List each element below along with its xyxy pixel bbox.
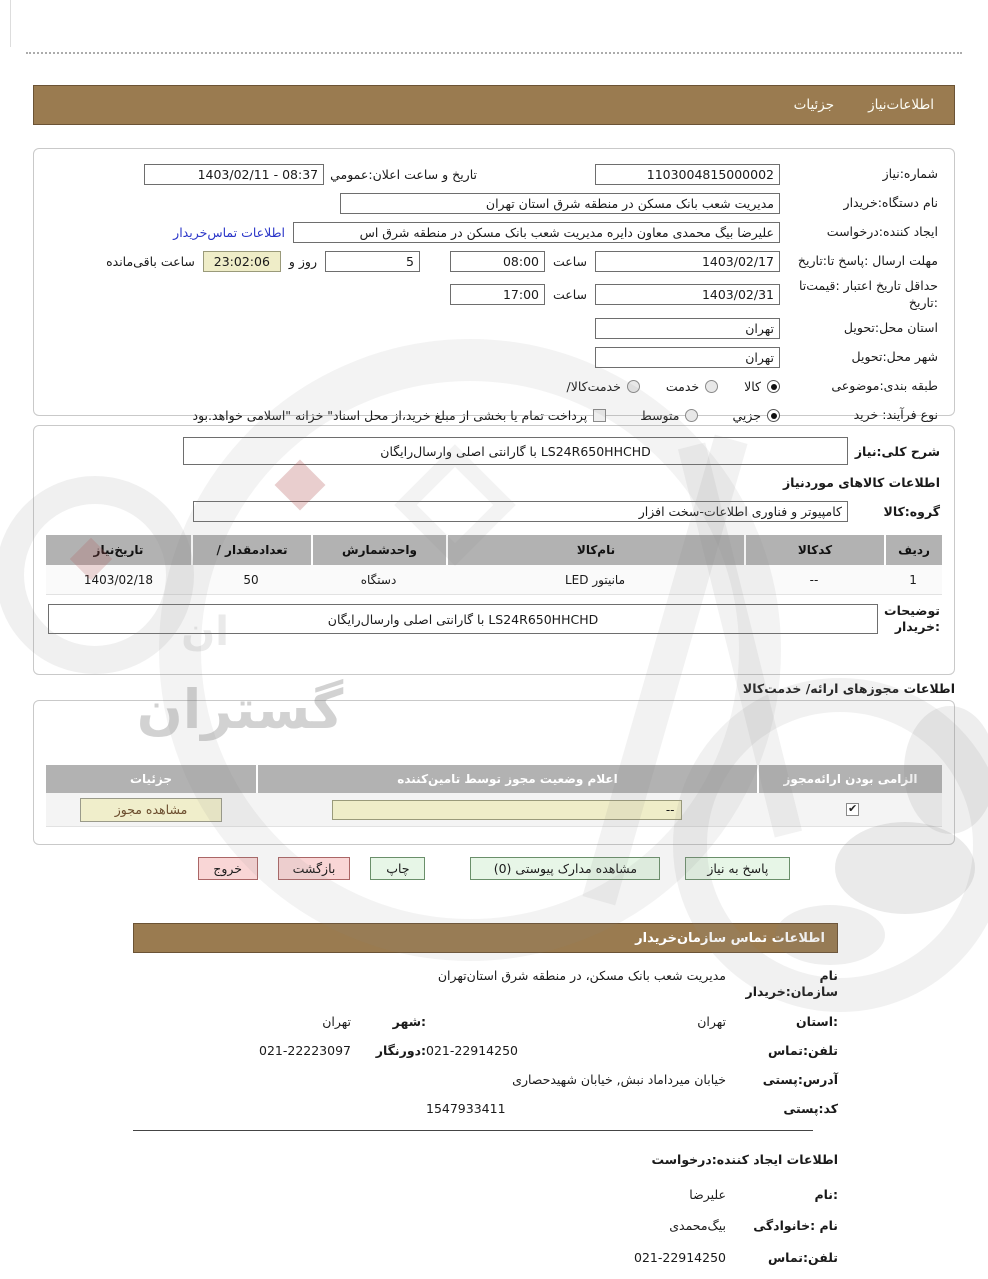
col-name: نام‌کالا xyxy=(446,535,744,565)
cell-name: مانیتور LED xyxy=(446,565,744,595)
print-button[interactable]: چاپ xyxy=(370,857,425,880)
classification-label: طبقه بندی:موضوعی xyxy=(831,378,938,394)
col-permit-status: اعلام وضعیت مجوز توسط تامین‌کننده xyxy=(256,765,757,793)
radio-medium[interactable] xyxy=(685,409,698,422)
tab-bar xyxy=(33,85,955,125)
org-contact-bar: اطلاعات تماس سازمان‌خریدار xyxy=(133,923,838,953)
remaining-days-field[interactable]: 5 xyxy=(325,251,420,272)
page-edge-line xyxy=(10,0,11,47)
requester-heading: اطلاعات ایجاد کننده:درخواست xyxy=(651,1152,838,1167)
org-phone-value: 021-22914250 xyxy=(426,1042,518,1058)
need-items-box xyxy=(33,425,955,675)
radio-goods[interactable] xyxy=(767,380,780,393)
buyer-notes-field[interactable]: LS24R650HHCHD با گارانتی اصلی وارسال‌رایگان xyxy=(48,604,878,634)
radio-service[interactable] xyxy=(705,380,718,393)
need-number-field[interactable]: 1103004815000002 xyxy=(595,164,780,185)
delivery-province-label: استان محل:تحویل xyxy=(843,320,938,336)
cell-qty: 50 xyxy=(191,565,311,595)
permits-table xyxy=(46,765,942,827)
permit-row xyxy=(46,793,942,827)
price-validity-date-field[interactable]: 1403/02/31 xyxy=(595,284,780,305)
items-table xyxy=(46,535,942,595)
announce-datetime-label: تاریخ و ساعت اعلان:عمومي xyxy=(330,166,477,182)
cell-row: 1 xyxy=(884,565,942,595)
org-fax-label: :دورنگار xyxy=(375,1042,426,1058)
back-button[interactable]: بازگشت xyxy=(278,857,351,880)
permits-box xyxy=(33,700,955,845)
days-label: روز و xyxy=(288,253,317,269)
dashed-separator xyxy=(26,52,962,54)
col-qty: تعدادمقدار / xyxy=(191,535,311,565)
col-permit-required: الزامی بودن ارائه‌مجوز xyxy=(757,765,942,793)
requester-section xyxy=(133,1152,838,1279)
buyer-notes-label: توضیحات :خریدار xyxy=(884,603,940,635)
section-divider xyxy=(133,1130,813,1131)
price-validity-time-field[interactable]: 17:00 xyxy=(450,284,545,305)
requester-phone-label: تلفن:تماس xyxy=(767,1249,838,1265)
items-info-heading: اطلاعات کالاهای موردنیاز xyxy=(782,474,940,490)
permit-required-checkbox[interactable] xyxy=(846,803,859,816)
org-address-label: آدرس:پستی xyxy=(762,1072,838,1087)
buyer-org-field[interactable]: مدیریت شعب بانک مسکن در منطقه شرق استان تهران xyxy=(340,193,780,214)
org-city-value: تهران xyxy=(322,1013,351,1029)
general-info-box xyxy=(33,148,955,424)
permits-heading: اطلاعات مجوزهای ارائه/ خدمت‌کالا xyxy=(742,681,955,696)
view-permit-button[interactable]: مشاهده مجوز xyxy=(80,798,222,822)
org-province-label: :استان xyxy=(795,1013,838,1029)
radio-goods-service-label: خدمت‌کالا/ xyxy=(566,379,621,395)
item-group-field[interactable]: کامپیوتر و فناوری اطلاعات-سخت افزار xyxy=(193,501,848,522)
radio-partial[interactable] xyxy=(767,409,780,422)
radio-service-label: خدمت xyxy=(665,379,700,395)
col-code: کدکالا xyxy=(744,535,884,565)
org-postal-label: کد:پستی xyxy=(783,1101,838,1117)
requester-family-value: بیگ‌محمدی xyxy=(669,1218,726,1234)
svg-text:گستران: گستران xyxy=(136,678,344,741)
org-postal-value: 1547933411 xyxy=(426,1101,506,1117)
reply-deadline-label: مهلت ارسال :پاسخ تا:تاریخ xyxy=(797,252,938,268)
cell-date: 1403/02/18 xyxy=(46,565,191,595)
col-row: ردیف xyxy=(884,535,942,565)
need-description-field[interactable]: LS24R650HHCHD با گارانتی اصلی وارسال‌رایگان xyxy=(183,437,848,465)
org-fax-value: 021-22223097 xyxy=(259,1042,351,1058)
cell-code: -- xyxy=(744,565,884,595)
requester-name-value: علیرضا xyxy=(689,1187,726,1202)
col-permit-details: جزئیات xyxy=(46,765,256,793)
radio-goods-service[interactable] xyxy=(627,380,640,393)
org-name-value: مدیریت شعب بانک مسکن، در منطقه شرق استان‌تهران xyxy=(437,968,726,983)
permits-table-header xyxy=(46,765,942,793)
process-type-label: نوع فرآیند: خرید xyxy=(853,407,938,423)
org-address-value: خیابان میرداماد نبش, خیابان شهیدحصاری xyxy=(512,1072,726,1087)
col-unit: واحدشمارش xyxy=(311,535,446,565)
col-date: تاریخ‌نیاز xyxy=(46,535,191,565)
org-province-value: تهران xyxy=(697,1013,726,1029)
deadline-hour-label: ساعت xyxy=(552,253,587,269)
reply-deadline-date-field[interactable]: 1403/02/17 xyxy=(595,251,780,272)
cell-unit: دستگاه xyxy=(311,565,446,595)
item-group-label: گروه:کالا xyxy=(883,503,940,519)
permit-status-field[interactable]: -- xyxy=(332,800,682,820)
buyer-contact-link[interactable]: اطلاعات تماس‌خریدار xyxy=(173,224,285,240)
org-name-label: نام سازمان:خریدار xyxy=(745,968,838,1000)
exit-button[interactable]: خروج xyxy=(198,857,258,880)
delivery-city-field[interactable]: تهران xyxy=(595,347,780,368)
buyer-org-label: نام دستگاه:خریدار xyxy=(843,194,938,210)
countdown-timer: 23:02:06 xyxy=(203,251,281,272)
delivery-province-field[interactable]: تهران xyxy=(595,318,780,339)
delivery-city-label: شهر محل:تحویل xyxy=(851,349,938,365)
requester-phone-value: 021-22914250 xyxy=(634,1249,726,1265)
request-creator-field[interactable]: علیرضا بیگ محمدی معاون دایره مدیریت شعب بانک مسکن در منطقه شرق اس xyxy=(293,222,780,243)
respond-button[interactable]: پاسخ به نیاز xyxy=(685,857,790,880)
need-description-label: شرح کلی:نیاز xyxy=(854,443,940,459)
announce-datetime-field[interactable]: 1403/02/11 - 08:37 xyxy=(144,164,324,185)
requester-family-label: نام :خانوادگی xyxy=(753,1218,838,1234)
org-phone-label: تلفن:تماس xyxy=(767,1042,838,1058)
remaining-hours-label: ساعت باقی‌مانده xyxy=(106,253,195,269)
tab-need-info[interactable]: اطلاعات‌نیاز xyxy=(868,97,934,113)
request-creator-label: ایجاد کننده:درخواست xyxy=(826,223,938,239)
radio-medium-label: متوسط xyxy=(640,408,680,424)
need-number-label: شماره:نیاز xyxy=(882,165,938,181)
treasury-checkbox[interactable] xyxy=(593,409,606,422)
requester-name-label: :نام xyxy=(814,1187,838,1202)
treasury-note: پرداخت تمام یا بخشی از مبلغ خرید،از محل اسناد" خزانه "اسلامی خواهد.بود xyxy=(192,408,588,424)
org-city-label: :شهر xyxy=(392,1013,426,1029)
table-row xyxy=(46,565,942,595)
action-buttons-row xyxy=(0,857,988,880)
radio-goods-label: کالا xyxy=(744,379,761,395)
reply-deadline-time-field[interactable]: 08:00 xyxy=(450,251,545,272)
price-validity-label: حداقل تاریخ اعتبار :قیمت‌تا :تاریخ xyxy=(798,278,938,310)
radio-partial-label: جزیي xyxy=(732,408,761,424)
items-table-header xyxy=(46,535,942,565)
org-contact-section xyxy=(133,968,838,1131)
tab-details[interactable]: جزئیات xyxy=(793,97,835,113)
validity-hour-label: ساعت xyxy=(552,287,587,303)
view-attachments-button[interactable]: مشاهده مدارک پیوستی (0) xyxy=(470,857,660,880)
